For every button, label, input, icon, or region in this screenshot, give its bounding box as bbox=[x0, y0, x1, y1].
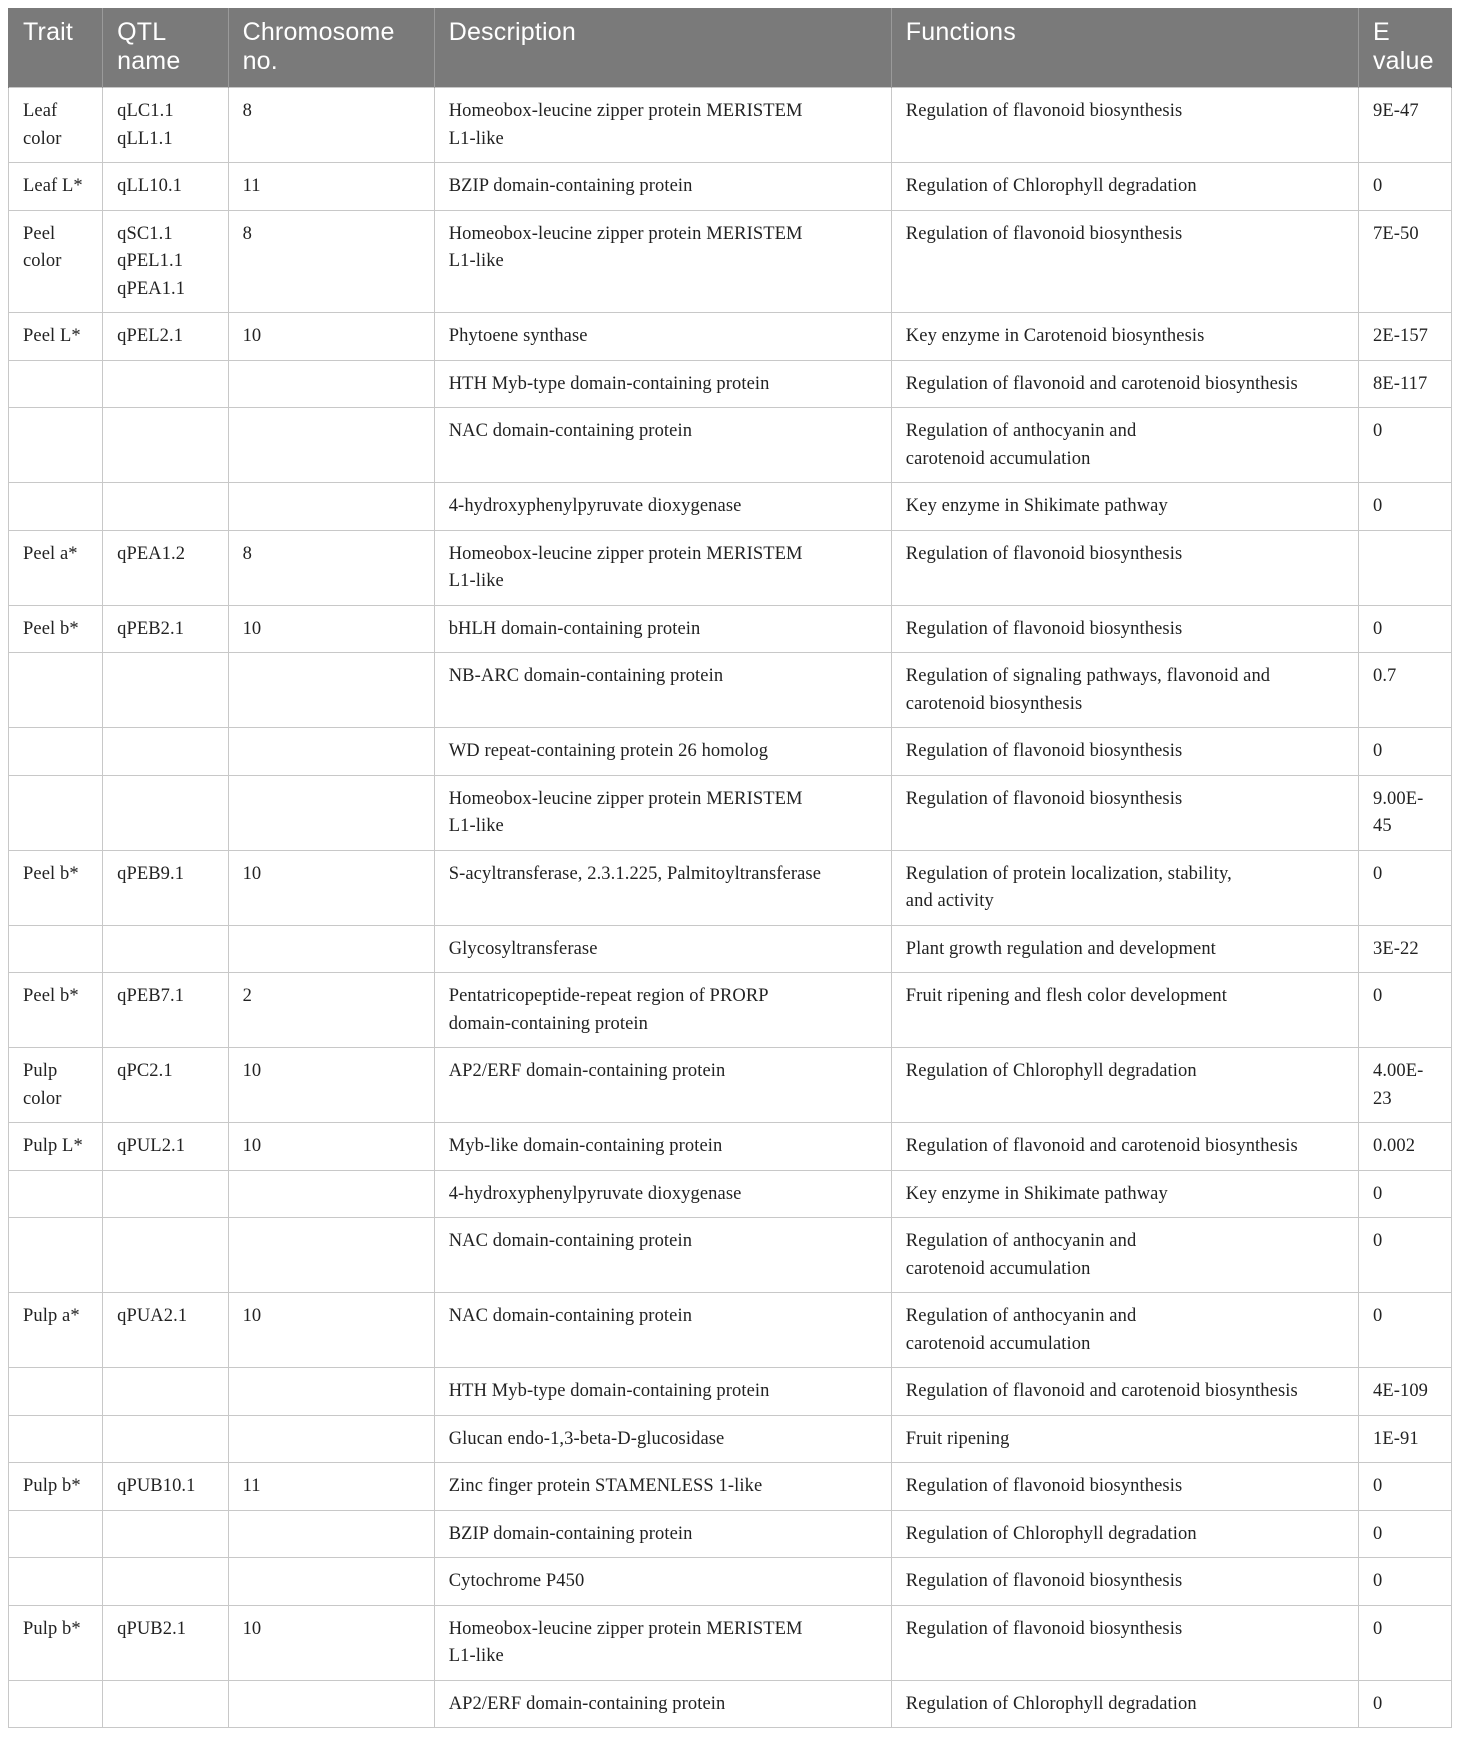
cell-description: BZIP domain-containing protein bbox=[434, 163, 891, 211]
table-row bbox=[9, 1558, 1452, 1606]
table-row bbox=[9, 408, 1452, 483]
cell-e-value: 4.00E- 23 bbox=[1358, 1048, 1451, 1123]
cell-trait: Peel b* bbox=[9, 850, 103, 925]
cell-chromosome: 8 bbox=[228, 530, 434, 605]
cell-qtl-name: qPEB7.1 bbox=[103, 973, 228, 1048]
table-row bbox=[9, 1680, 1452, 1728]
cell-trait: Peel a* bbox=[9, 530, 103, 605]
cell-functions: Regulation of flavonoid biosynthesis bbox=[891, 775, 1358, 850]
cell-trait bbox=[9, 1558, 103, 1606]
cell-description: Homeobox-leucine zipper protein MERISTEM L1-like bbox=[434, 530, 891, 605]
cell-functions: Regulation of Chlorophyll degradation bbox=[891, 163, 1358, 211]
cell-qtl-name: qPUL2.1 bbox=[103, 1123, 228, 1171]
cell-e-value: 9E-47 bbox=[1358, 88, 1451, 163]
cell-description: S-acyltransferase, 2.3.1.225, Palmitoyltransferase bbox=[434, 850, 891, 925]
table-row bbox=[9, 605, 1452, 653]
cell-e-value: 0 bbox=[1358, 605, 1451, 653]
cell-functions: Regulation of flavonoid biosynthesis bbox=[891, 605, 1358, 653]
cell-functions: Regulation of signaling pathways, flavonoid and carotenoid biosynthesis bbox=[891, 653, 1358, 728]
cell-functions: Key enzyme in Carotenoid biosynthesis bbox=[891, 313, 1358, 361]
cell-trait bbox=[9, 653, 103, 728]
cell-trait bbox=[9, 1510, 103, 1558]
cell-functions: Regulation of flavonoid biosynthesis bbox=[891, 1558, 1358, 1606]
cell-trait bbox=[9, 775, 103, 850]
cell-qtl-name: qPC2.1 bbox=[103, 1048, 228, 1123]
cell-description: Homeobox-leucine zipper protein MERISTEM L1-like bbox=[434, 88, 891, 163]
cell-functions: Regulation of flavonoid biosynthesis bbox=[891, 530, 1358, 605]
cell-e-value: 0 bbox=[1358, 1680, 1451, 1728]
cell-description: Homeobox-leucine zipper protein MERISTEM L1-like bbox=[434, 775, 891, 850]
cell-e-value: 0 bbox=[1358, 1558, 1451, 1606]
cell-chromosome bbox=[228, 1680, 434, 1728]
cell-trait: Pulp a* bbox=[9, 1293, 103, 1368]
cell-qtl-name bbox=[103, 1368, 228, 1416]
cell-e-value: 8E-117 bbox=[1358, 360, 1451, 408]
table-row bbox=[9, 775, 1452, 850]
cell-trait: Peel b* bbox=[9, 605, 103, 653]
cell-description: Glucan endo-1,3-beta-D-glucosidase bbox=[434, 1415, 891, 1463]
cell-qtl-name bbox=[103, 653, 228, 728]
cell-chromosome: 8 bbox=[228, 88, 434, 163]
cell-description: Pentatricopeptide-repeat region of PRORP domain-containing protein bbox=[434, 973, 891, 1048]
cell-trait bbox=[9, 925, 103, 973]
cell-chromosome: 10 bbox=[228, 1293, 434, 1368]
cell-qtl-name: qPEB2.1 bbox=[103, 605, 228, 653]
cell-chromosome bbox=[228, 483, 434, 531]
cell-functions: Regulation of flavonoid and carotenoid biosynthesis bbox=[891, 1123, 1358, 1171]
cell-chromosome: 2 bbox=[228, 973, 434, 1048]
header-e-value: E value bbox=[1358, 8, 1451, 88]
cell-description: NAC domain-containing protein bbox=[434, 1218, 891, 1293]
cell-trait: Leaf color bbox=[9, 88, 103, 163]
cell-qtl-name bbox=[103, 775, 228, 850]
header-description: Description bbox=[434, 8, 891, 88]
cell-functions: Fruit ripening bbox=[891, 1415, 1358, 1463]
cell-e-value: 7E-50 bbox=[1358, 210, 1451, 313]
cell-qtl-name bbox=[103, 1558, 228, 1606]
cell-chromosome bbox=[228, 1510, 434, 1558]
cell-e-value: 0 bbox=[1358, 850, 1451, 925]
cell-e-value: 0 bbox=[1358, 1605, 1451, 1680]
cell-qtl-name: qPEL2.1 bbox=[103, 313, 228, 361]
cell-qtl-name: qLC1.1 qLL1.1 bbox=[103, 88, 228, 163]
cell-chromosome: 11 bbox=[228, 163, 434, 211]
cell-chromosome: 10 bbox=[228, 1605, 434, 1680]
table-row bbox=[9, 1218, 1452, 1293]
qtl-table bbox=[8, 8, 1452, 1728]
cell-trait: Pulp b* bbox=[9, 1463, 103, 1511]
cell-chromosome: 10 bbox=[228, 313, 434, 361]
cell-e-value: 0 bbox=[1358, 163, 1451, 211]
cell-functions: Regulation of flavonoid and carotenoid biosynthesis bbox=[891, 360, 1358, 408]
cell-qtl-name: qLL10.1 bbox=[103, 163, 228, 211]
cell-chromosome bbox=[228, 1558, 434, 1606]
cell-trait: Pulp L* bbox=[9, 1123, 103, 1171]
cell-qtl-name bbox=[103, 408, 228, 483]
cell-description: Phytoene synthase bbox=[434, 313, 891, 361]
cell-description: Myb-like domain-containing protein bbox=[434, 1123, 891, 1171]
cell-description: HTH Myb-type domain-containing protein bbox=[434, 1368, 891, 1416]
cell-chromosome bbox=[228, 728, 434, 776]
table-row bbox=[9, 483, 1452, 531]
cell-trait bbox=[9, 728, 103, 776]
cell-qtl-name: qPEA1.2 bbox=[103, 530, 228, 605]
cell-qtl-name: qSC1.1 qPEL1.1 qPEA1.1 bbox=[103, 210, 228, 313]
cell-chromosome: 8 bbox=[228, 210, 434, 313]
table-row bbox=[9, 210, 1452, 313]
cell-qtl-name bbox=[103, 1218, 228, 1293]
cell-trait: Pulp b* bbox=[9, 1605, 103, 1680]
cell-description: bHLH domain-containing protein bbox=[434, 605, 891, 653]
cell-chromosome bbox=[228, 925, 434, 973]
table-row bbox=[9, 1463, 1452, 1511]
header-qtl-name: QTL name bbox=[103, 8, 228, 88]
cell-description: NAC domain-containing protein bbox=[434, 1293, 891, 1368]
cell-trait bbox=[9, 1218, 103, 1293]
cell-e-value: 0 bbox=[1358, 1463, 1451, 1511]
cell-description: Homeobox-leucine zipper protein MERISTEM L1-like bbox=[434, 1605, 891, 1680]
cell-functions: Regulation of anthocyanin and carotenoid accumulation bbox=[891, 408, 1358, 483]
cell-chromosome bbox=[228, 1415, 434, 1463]
cell-description: Cytochrome P450 bbox=[434, 1558, 891, 1606]
cell-trait bbox=[9, 360, 103, 408]
cell-functions: Regulation of Chlorophyll degradation bbox=[891, 1048, 1358, 1123]
cell-chromosome bbox=[228, 360, 434, 408]
cell-e-value: 0 bbox=[1358, 728, 1451, 776]
cell-trait bbox=[9, 1170, 103, 1218]
table-row bbox=[9, 1415, 1452, 1463]
cell-functions: Regulation of flavonoid biosynthesis bbox=[891, 88, 1358, 163]
table-header bbox=[9, 8, 1452, 88]
cell-trait: Peel L* bbox=[9, 313, 103, 361]
cell-e-value: 0 bbox=[1358, 1218, 1451, 1293]
header-row bbox=[9, 8, 1452, 88]
cell-qtl-name bbox=[103, 728, 228, 776]
table-row bbox=[9, 1170, 1452, 1218]
table-row bbox=[9, 850, 1452, 925]
cell-e-value: 0 bbox=[1358, 1510, 1451, 1558]
cell-chromosome bbox=[228, 1218, 434, 1293]
cell-functions: Regulation of protein localization, stability, and activity bbox=[891, 850, 1358, 925]
cell-qtl-name bbox=[103, 925, 228, 973]
table-body bbox=[9, 88, 1452, 1728]
cell-e-value: 0.002 bbox=[1358, 1123, 1451, 1171]
cell-e-value: 0 bbox=[1358, 483, 1451, 531]
cell-e-value: 2E-157 bbox=[1358, 313, 1451, 361]
cell-trait bbox=[9, 1415, 103, 1463]
cell-qtl-name bbox=[103, 1510, 228, 1558]
cell-trait bbox=[9, 483, 103, 531]
cell-chromosome: 11 bbox=[228, 1463, 434, 1511]
cell-e-value: 9.00E- 45 bbox=[1358, 775, 1451, 850]
table-row bbox=[9, 1368, 1452, 1416]
cell-chromosome bbox=[228, 653, 434, 728]
cell-trait: Leaf L* bbox=[9, 163, 103, 211]
cell-description: 4-hydroxyphenylpyruvate dioxygenase bbox=[434, 1170, 891, 1218]
cell-description: NB-ARC domain-containing protein bbox=[434, 653, 891, 728]
cell-description: Homeobox-leucine zipper protein MERISTEM L1-like bbox=[434, 210, 891, 313]
cell-qtl-name bbox=[103, 360, 228, 408]
cell-description: Zinc finger protein STAMENLESS 1-like bbox=[434, 1463, 891, 1511]
cell-trait bbox=[9, 408, 103, 483]
table-row bbox=[9, 1123, 1452, 1171]
cell-qtl-name: qPUB2.1 bbox=[103, 1605, 228, 1680]
table-row bbox=[9, 1605, 1452, 1680]
table-row bbox=[9, 728, 1452, 776]
cell-e-value: 0 bbox=[1358, 973, 1451, 1048]
cell-trait: Pulp color bbox=[9, 1048, 103, 1123]
cell-trait: Peel color bbox=[9, 210, 103, 313]
cell-chromosome bbox=[228, 408, 434, 483]
cell-description: Glycosyltransferase bbox=[434, 925, 891, 973]
table-row bbox=[9, 1048, 1452, 1123]
table-row bbox=[9, 653, 1452, 728]
cell-functions: Regulation of flavonoid biosynthesis bbox=[891, 728, 1358, 776]
cell-description: WD repeat-containing protein 26 homolog bbox=[434, 728, 891, 776]
cell-chromosome bbox=[228, 775, 434, 850]
cell-trait bbox=[9, 1368, 103, 1416]
cell-functions: Regulation of flavonoid biosynthesis bbox=[891, 1605, 1358, 1680]
cell-chromosome bbox=[228, 1368, 434, 1416]
header-trait: Trait bbox=[9, 8, 103, 88]
table-row bbox=[9, 360, 1452, 408]
cell-qtl-name bbox=[103, 1415, 228, 1463]
cell-functions: Regulation of flavonoid biosynthesis bbox=[891, 210, 1358, 313]
cell-trait bbox=[9, 1680, 103, 1728]
cell-qtl-name: qPUB10.1 bbox=[103, 1463, 228, 1511]
cell-e-value: 0 bbox=[1358, 1293, 1451, 1368]
cell-chromosome: 10 bbox=[228, 850, 434, 925]
cell-functions: Regulation of anthocyanin and carotenoid accumulation bbox=[891, 1218, 1358, 1293]
cell-functions: Key enzyme in Shikimate pathway bbox=[891, 483, 1358, 531]
header-chromosome-no: Chromosome no. bbox=[228, 8, 434, 88]
cell-e-value: 0 bbox=[1358, 1170, 1451, 1218]
cell-functions: Regulation of Chlorophyll degradation bbox=[891, 1680, 1358, 1728]
cell-functions: Regulation of flavonoid biosynthesis bbox=[891, 1463, 1358, 1511]
cell-chromosome: 10 bbox=[228, 1048, 434, 1123]
cell-qtl-name bbox=[103, 483, 228, 531]
cell-trait: Peel b* bbox=[9, 973, 103, 1048]
table-row bbox=[9, 1293, 1452, 1368]
cell-chromosome: 10 bbox=[228, 605, 434, 653]
cell-qtl-name bbox=[103, 1680, 228, 1728]
header-functions: Functions bbox=[891, 8, 1358, 88]
table-row bbox=[9, 925, 1452, 973]
cell-functions: Plant growth regulation and development bbox=[891, 925, 1358, 973]
cell-qtl-name: qPEB9.1 bbox=[103, 850, 228, 925]
qtl-table-container bbox=[8, 8, 1452, 1728]
cell-e-value bbox=[1358, 530, 1451, 605]
cell-functions: Regulation of Chlorophyll degradation bbox=[891, 1510, 1358, 1558]
table-row bbox=[9, 88, 1452, 163]
cell-functions: Regulation of flavonoid and carotenoid biosynthesis bbox=[891, 1368, 1358, 1416]
table-row bbox=[9, 1510, 1452, 1558]
cell-description: HTH Myb-type domain-containing protein bbox=[434, 360, 891, 408]
cell-description: BZIP domain-containing protein bbox=[434, 1510, 891, 1558]
cell-description: 4-hydroxyphenylpyruvate dioxygenase bbox=[434, 483, 891, 531]
table-row bbox=[9, 973, 1452, 1048]
cell-e-value: 0 bbox=[1358, 408, 1451, 483]
cell-e-value: 0.7 bbox=[1358, 653, 1451, 728]
cell-e-value: 1E-91 bbox=[1358, 1415, 1451, 1463]
cell-e-value: 3E-22 bbox=[1358, 925, 1451, 973]
cell-description: AP2/ERF domain-containing protein bbox=[434, 1048, 891, 1123]
cell-qtl-name bbox=[103, 1170, 228, 1218]
cell-functions: Regulation of anthocyanin and carotenoid accumulation bbox=[891, 1293, 1358, 1368]
cell-chromosome bbox=[228, 1170, 434, 1218]
cell-description: NAC domain-containing protein bbox=[434, 408, 891, 483]
table-row bbox=[9, 530, 1452, 605]
cell-functions: Key enzyme in Shikimate pathway bbox=[891, 1170, 1358, 1218]
cell-functions: Fruit ripening and flesh color development bbox=[891, 973, 1358, 1048]
table-row bbox=[9, 163, 1452, 211]
cell-qtl-name: qPUA2.1 bbox=[103, 1293, 228, 1368]
cell-e-value: 4E-109 bbox=[1358, 1368, 1451, 1416]
cell-chromosome: 10 bbox=[228, 1123, 434, 1171]
table-row bbox=[9, 313, 1452, 361]
cell-description: AP2/ERF domain-containing protein bbox=[434, 1680, 891, 1728]
